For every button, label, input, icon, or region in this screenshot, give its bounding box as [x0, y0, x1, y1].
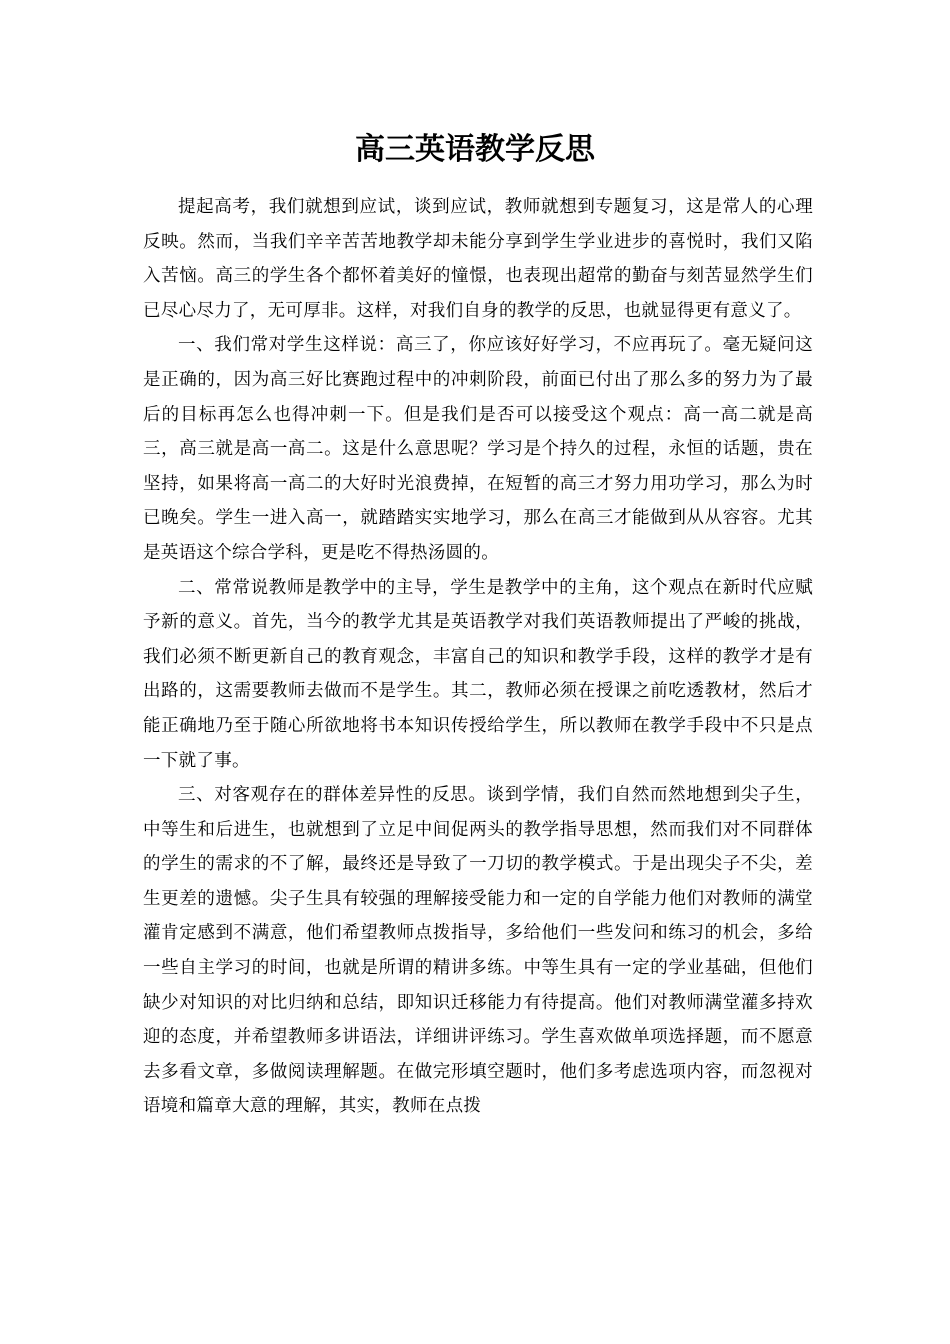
document-title: 高三英语教学反思 — [355, 132, 595, 167]
paragraph-point-three: 三、对客观存在的群体差异性的反思。谈到学情，我们自然而然地想到尖子生，中等生和后进生，也就想到了立足中间促两头的教学指导思想，然而我们对不同群体的学生的需求的不了解，最终还是导致了一刀切的教学模式。于是出现尖子不尖，差生更差的遗憾。尖子生具有较强的理解接受能力和一定的自学能力他们对教师的满堂灌肯定感到不满意，他们希望教师点拨指导，多给他们一些发问和练习的机会，多给一些自主学习的时间，也就是所谓的精讲多练。中等生具有一定的学业基础，但他们缺少对知识的对比归纳和总结，即知识迁移能力有待提高。他们对教师满堂灌多持欢迎的态度，并希望教师多讲语法，详细讲评练习。学生喜欢做单项选择题，而不愿意去多看文章，多做阅读理解题。在做完形填空题时，他们多考虑选项内容，而忽视对语境和篇章大意的理解，其实，教师在点拨 — [143, 785, 813, 1117]
document-body — [143, 190, 813, 1124]
paragraph-point-one: 一、我们常对学生这样说：高三了，你应该好好学习，不应再玩了。毫无疑问这是正确的，因为高三好比赛跑过程中的冲刺阶段，前面已付出了那么多的努力为了最后的目标再怎么也得冲刺一下。但是我们是否可以接受这个观点：高一高二就是高三，高三就是高一高二。这是什么意思呢？学习是个持久的过程，永恒的话题，贵在坚持，如果将高一高二的大好时光浪费掉，在短暂的高三才努力用功学习，那么为时已晚矣。学生一进入高一，就踏踏实实地学习，那么在高三才能做到从从容容。尤其是英语这个综合学科，更是吃不得热汤圆的。 — [143, 335, 813, 563]
paragraph-point-two: 二、常常说教师是教学中的主导，学生是教学中的主角，这个观点在新时代应赋予新的意义。首先，当今的教学尤其是英语教学对我们英语教师提出了严峻的挑战，我们必须不断更新自己的教育观念，丰富自己的知识和教学手段，这样的教学才是有出路的，这需要教师去做而不是学生。其二，教师必须在授课之前吃透教材，然后才能正确地乃至于随心所欲地将书本知识传授给学生，所以教师在教学手段中不只是点一下就了事。 — [143, 577, 813, 771]
paragraph-intro: 提起高考，我们就想到应试，谈到应试，教师就想到专题复习，这是常人的心理反映。然而，当我们辛辛苦苦地教学却未能分享到学生学业进步的喜悦时，我们又陷入苦恼。高三的学生各个都怀着美好的憧憬，也表现出超常的勤奋与刻苦显然学生们已尽心尽力了，无可厚非。这样，对我们自身的教学的反思，也就显得更有意义了。 — [143, 197, 813, 321]
